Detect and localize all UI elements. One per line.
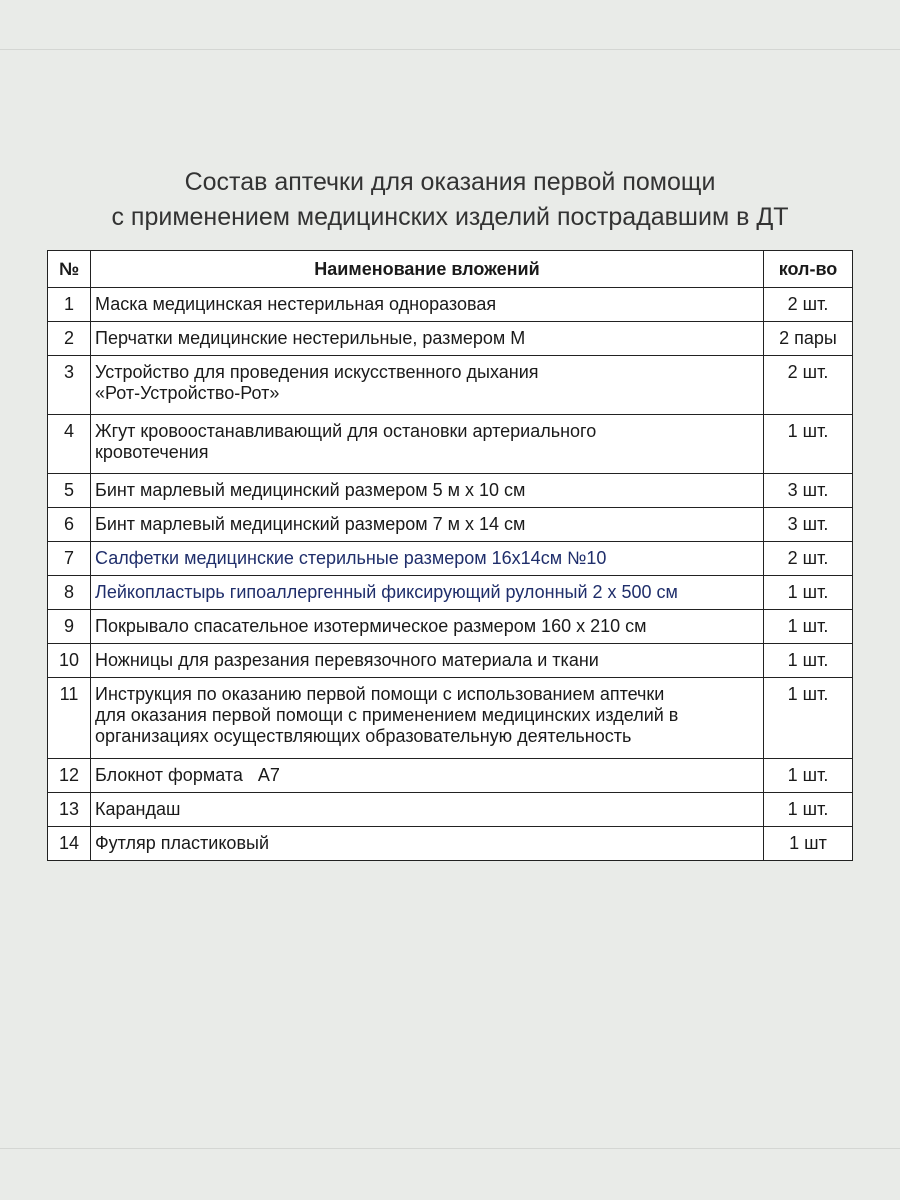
row-name: Покрывало спасательное изотермическое размером 160 х 210 см [91,610,764,644]
row-number: 5 [48,474,91,508]
row-quantity: 3 шт. [764,474,853,508]
row-number: 11 [48,678,91,759]
row-number: 6 [48,508,91,542]
bottom-divider [0,1148,900,1149]
row-number: 7 [48,542,91,576]
row-number: 9 [48,610,91,644]
row-name-line: Жгут кровоостанавливающий для остановки артериального [95,421,597,441]
row-name-line: «Рот-Устройство-Рот» [95,383,280,403]
row-name [91,356,764,415]
row-name: Блокнот формата А7 [91,759,764,793]
row-number: 3 [48,356,91,415]
row-name [91,415,764,474]
row-quantity: 1 шт. [764,793,853,827]
table-row [48,508,853,542]
row-number: 14 [48,827,91,861]
row-quantity: 1 шт. [764,610,853,644]
row-number: 8 [48,576,91,610]
table-row [48,288,853,322]
row-name: Лейкопластырь гипоаллергенный фиксирующий рулонный 2 х 500 см [91,576,764,610]
row-number: 4 [48,415,91,474]
table-header-row [48,251,853,288]
title-line-1: Состав аптечки для оказания первой помощи [184,168,716,196]
row-number: 13 [48,793,91,827]
row-name: Бинт марлевый медицинский размером 7 м х 14 см [91,508,764,542]
row-name-line: Инструкция по оказанию первой помощи с использованием аптечки [95,684,665,704]
table-row [48,322,853,356]
row-name-line: организациях осуществляющих образовательную деятельность [95,726,632,746]
row-number: 1 [48,288,91,322]
row-quantity: 1 шт. [764,415,853,474]
row-quantity: 2 шт. [764,288,853,322]
title-line-2: с применением медицинских изделий пострадавшим в ДТ [111,203,789,231]
row-name: Бинт марлевый медицинский размером 5 м х 10 см [91,474,764,508]
table-row [48,759,853,793]
table-row [48,415,853,474]
row-name-line: кровотечения [95,442,209,462]
table-row [48,610,853,644]
row-quantity: 1 шт. [764,678,853,759]
row-name: Футляр пластиковый [91,827,764,861]
row-number: 10 [48,644,91,678]
kit-contents-table [47,250,853,861]
header-name: Наименование вложений [91,251,764,288]
row-quantity: 1 шт [764,827,853,861]
table-row [48,793,853,827]
table-row [48,474,853,508]
top-divider [0,49,900,50]
header-number: № [48,251,91,288]
row-number: 2 [48,322,91,356]
row-name-line: для оказания первой помощи с применением медицинских изделий в [95,705,679,725]
row-quantity: 1 шт. [764,576,853,610]
row-quantity: 1 шт. [764,644,853,678]
row-name-line: Устройство для проведения искусственного дыхания [95,362,539,382]
row-name: Карандаш [91,793,764,827]
row-name: Салфетки медицинские стерильные размером 16х14см №10 [91,542,764,576]
row-number: 12 [48,759,91,793]
row-name: Перчатки медицинские нестерильные, размером М [91,322,764,356]
table-row [48,356,853,415]
header-quantity: кол-во [764,251,853,288]
row-name [91,678,764,759]
row-quantity: 2 пары [764,322,853,356]
row-quantity: 2 шт. [764,542,853,576]
table-row [48,576,853,610]
table-row [48,644,853,678]
table-row [48,678,853,759]
table-row [48,542,853,576]
row-quantity: 2 шт. [764,356,853,415]
row-name: Ножницы для разрезания перевязочного материала и ткани [91,644,764,678]
table-row [48,827,853,861]
row-quantity: 1 шт. [764,759,853,793]
row-quantity: 3 шт. [764,508,853,542]
row-name: Маска медицинская нестерильная одноразовая [91,288,764,322]
page-title [0,165,900,235]
